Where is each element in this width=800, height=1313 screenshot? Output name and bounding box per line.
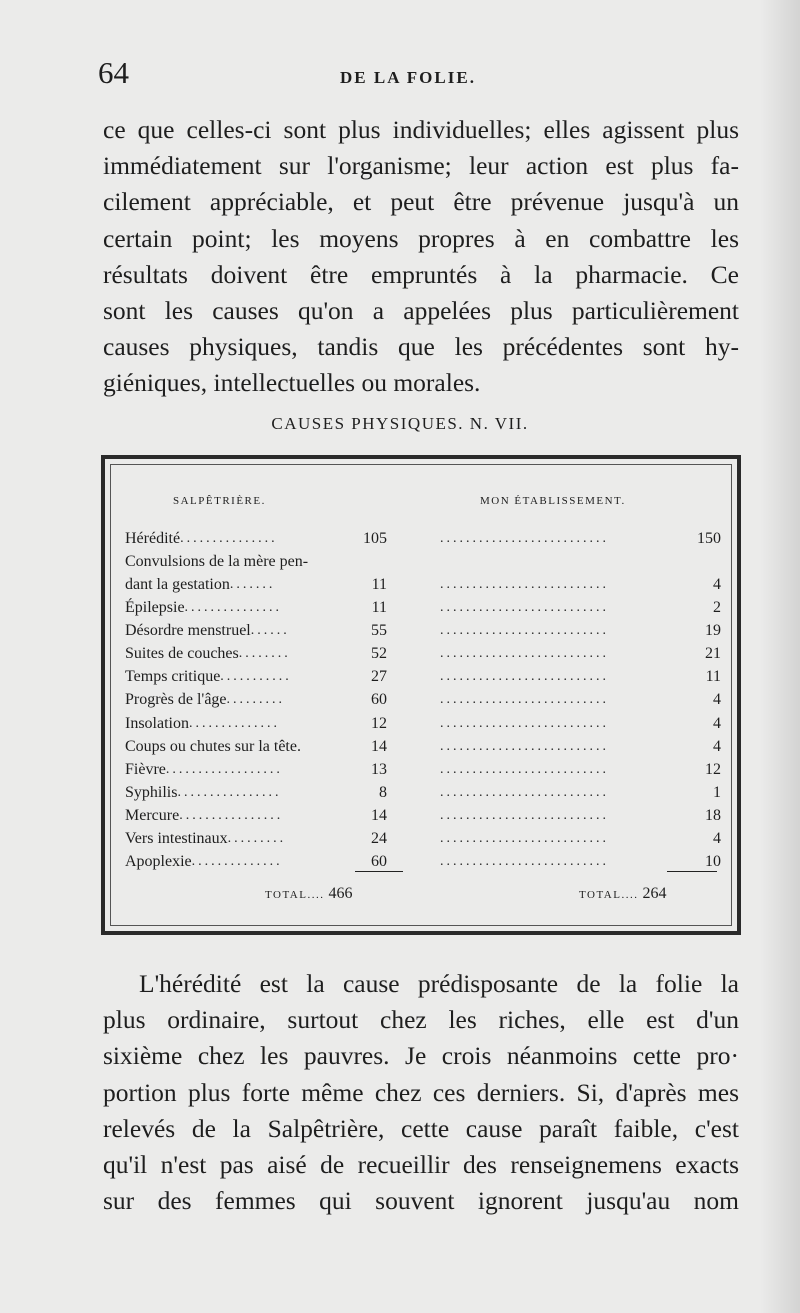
value-salpetriere: 60 <box>371 853 387 871</box>
total-value: 466 <box>328 885 353 902</box>
value-salpetriere: 105 <box>363 530 387 547</box>
leader-dots: .......................... <box>440 807 609 823</box>
causes-table <box>101 455 741 935</box>
paragraph-bottom <box>103 966 739 1219</box>
value-etablissement: 11 <box>705 668 721 686</box>
leader-dots: .......................... <box>440 577 609 593</box>
leader-dots: .......................... <box>440 784 609 800</box>
leader-dots: .............. <box>191 854 283 870</box>
value-salpetriere: 12 <box>371 714 387 732</box>
text-line: cilement appréciable, et peut être prévenue jusqu'à un <box>103 187 739 217</box>
total-label: TOTAL.... <box>579 889 639 901</box>
row-label-continued: dant la gestation <box>125 576 230 594</box>
text-line: ce que celles-ci sont plus individuelles; elles agissent plus <box>103 115 739 144</box>
column-header-etablissement: MON ÉTABLISSEMENT. <box>480 495 626 507</box>
row-label: Hérédité <box>125 530 181 547</box>
leader-dots: ......... <box>226 692 286 708</box>
leader-dots: .................. <box>165 761 283 777</box>
table-rows <box>105 527 737 873</box>
table-row <box>105 827 737 850</box>
row-label: Convulsions de la mère pen- <box>125 553 309 571</box>
value-etablissement: 4 <box>713 691 721 709</box>
total-etablissement <box>579 885 666 903</box>
leader-dots: ............... <box>184 600 283 616</box>
table-row <box>105 665 737 688</box>
leader-dots: .......................... <box>440 531 609 546</box>
total-salpetriere <box>265 885 352 903</box>
text-line: relevés de la Salpêtrière, cette cause paraît faible, c'est <box>103 1113 739 1143</box>
leader-dots: .......................... <box>440 646 609 662</box>
value-salpetriere: 60 <box>371 691 387 709</box>
value-salpetriere: 24 <box>371 830 387 848</box>
text-line: giéniques, intellectuelles ou morales. <box>103 368 481 398</box>
row-label: Épilepsie <box>125 599 185 617</box>
row-label: Mercure <box>125 806 180 824</box>
row-label: Apoplexie <box>125 853 192 871</box>
page-edge-shadow <box>760 0 800 1313</box>
row-label: Suites de couches <box>125 645 239 663</box>
value-salpetriere: 14 <box>371 737 387 755</box>
row-label: Désordre menstruel <box>125 622 251 640</box>
value-etablissement: 4 <box>713 830 721 848</box>
leader-dots: .......................... <box>440 692 609 708</box>
value-etablissement: 4 <box>713 737 721 755</box>
table-row <box>105 688 737 711</box>
text-line: immédiatement sur l'organisme; leur action est plus fa- <box>103 151 739 181</box>
row-label: Fièvre <box>125 760 166 778</box>
row-label: Vers intestinaux <box>125 830 228 848</box>
value-salpetriere: 11 <box>371 599 387 617</box>
table-caption: CAUSES PHYSIQUES. N. VII. <box>271 414 529 433</box>
value-etablissement: 18 <box>705 806 721 824</box>
text-line: plus ordinaire, surtout chez les riches, elle est d'un <box>103 1005 739 1035</box>
text-line: certain point; les moyens propres à en combattre les <box>103 223 739 253</box>
table-row <box>105 596 737 619</box>
row-label: Progrès de l'âge <box>125 691 227 709</box>
sum-rule-right <box>667 871 717 872</box>
row-label: Temps critique <box>125 668 221 686</box>
text-line: portion plus forte même chez ces derniers. Si, d'après mes <box>103 1077 739 1107</box>
leader-dots: .......................... <box>440 600 609 616</box>
text-line: sur des femmes qui souvent ignorent jusqu'au nom <box>103 1186 739 1216</box>
total-label: TOTAL.... <box>265 889 325 901</box>
leader-dots: .......................... <box>440 854 609 870</box>
table-row <box>105 804 737 827</box>
value-etablissement: 10 <box>705 853 721 871</box>
value-etablissement: 4 <box>713 714 721 732</box>
text-line: sont les causes qu'on a appelées plus particulièrement <box>103 296 739 326</box>
leader-dots: ........ <box>238 646 291 662</box>
value-salpetriere: 52 <box>371 645 387 663</box>
leader-dots: ......... <box>227 831 287 847</box>
row-label: Syphilis <box>125 783 178 801</box>
leader-dots: .......................... <box>440 738 609 754</box>
leader-dots: .............. <box>189 715 280 731</box>
value-etablissement: 2 <box>713 599 721 617</box>
table-row <box>105 619 737 642</box>
leader-dots: ............... <box>180 531 278 546</box>
page-number: 64 <box>98 55 129 90</box>
leader-dots: ...... <box>250 623 290 639</box>
value-etablissement: 12 <box>705 760 721 778</box>
leader-dots: .......................... <box>440 623 609 639</box>
table-row <box>105 735 737 758</box>
leader-dots: .......................... <box>440 761 609 777</box>
value-etablissement: 21 <box>705 645 721 663</box>
table-row <box>105 758 737 781</box>
table-row <box>105 527 737 550</box>
value-etablissement: 1 <box>713 783 721 801</box>
value-salpetriere: 14 <box>371 806 387 824</box>
row-label: Coups ou chutes sur la tête. <box>125 737 301 755</box>
text-line: qu'il n'est pas aisé de recueillir des renseignemens exacts <box>103 1150 739 1180</box>
text-line: L'hérédité est la cause prédisposante de la folie la <box>139 969 739 998</box>
table-row <box>105 850 737 873</box>
paragraph-top <box>103 112 739 402</box>
page-header <box>98 55 738 95</box>
leader-dots: ................ <box>177 784 282 800</box>
value-salpetriere: 55 <box>371 622 387 640</box>
leader-dots: .......................... <box>440 669 609 685</box>
leader-dots: ................ <box>179 807 284 823</box>
column-header-salpetriere: SALPÊTRIÈRE. <box>173 495 266 507</box>
value-salpetriere: 8 <box>379 783 387 801</box>
leader-dots: .......................... <box>440 831 609 847</box>
leader-dots: ........... <box>220 669 292 685</box>
table-row <box>105 781 737 804</box>
value-salpetriere: 27 <box>371 668 387 686</box>
value-etablissement: 150 <box>697 530 721 547</box>
total-value: 264 <box>642 885 667 902</box>
value-salpetriere: 11 <box>371 576 387 594</box>
leader-dots: .......................... <box>440 715 609 731</box>
row-label: Insolation <box>125 714 189 732</box>
leader-dots: ....... <box>229 577 276 593</box>
value-etablissement: 4 <box>713 576 721 594</box>
text-line: causes physiques, tandis que les précédentes sont hy- <box>103 332 739 362</box>
value-salpetriere: 13 <box>371 760 387 778</box>
text-line: résultats doivent être empruntés à la pharmacie. Ce <box>103 259 739 289</box>
running-title: DE LA FOLIE. <box>340 68 476 87</box>
sum-rule-left <box>355 871 403 872</box>
value-etablissement: 19 <box>705 622 721 640</box>
table-row <box>105 712 737 735</box>
text-line: sixième chez les pauvres. Je crois néanmoins cette pro· <box>103 1041 739 1071</box>
table-row <box>105 550 737 596</box>
table-row <box>105 642 737 665</box>
